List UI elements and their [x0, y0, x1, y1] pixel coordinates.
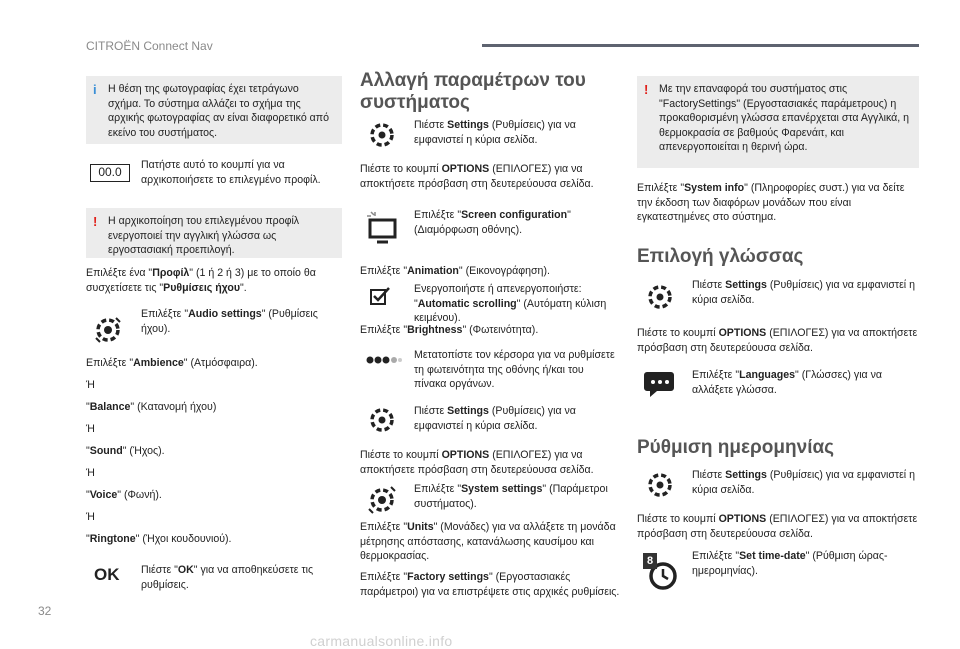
warning-icon: !	[93, 214, 98, 229]
set-time-date-text: Επιλέξτε "Set time-date" (Ρύθμιση ώρας-ημερομηνίας).	[692, 550, 888, 577]
system-settings-icon[interactable]	[366, 484, 398, 516]
sound-text: "Sound" (Ήχος).	[86, 445, 165, 457]
header-bar	[482, 44, 919, 47]
settings-icon-4[interactable]	[645, 470, 675, 500]
or-text-4: Ή	[86, 511, 95, 523]
automatic-scrolling-text: Ενεργοποιήστε ή απενεργοποιήστε: "Automatic scrolling" (Αυτόματη κύλιση κειμένου).	[414, 283, 607, 324]
step-badge: 8	[643, 553, 657, 569]
page-number: 32	[38, 604, 52, 618]
options-text-4: Πιέστε το κουμπί OPTIONS (ΕΠΙΛΟΓΕΣ) για να αποκτήσετε πρόσβαση στη δευτερεύουσα σελίδα.	[637, 513, 918, 540]
settings-text-1: Πιέστε Settings (Ρυθμίσεις) για να εμφανιστεί η κύρια σελίδα.	[414, 119, 576, 146]
ambience-text: Επιλέξτε "Ambience" (Ατμόσφαιρα).	[86, 357, 258, 369]
animation-text: Επιλέξτε "Animation" (Εικονογράφηση).	[360, 265, 550, 277]
settings-text-3: Πιέστε Settings (Ρυθμίσεις) για να εμφανιστεί η κύρια σελίδα.	[692, 279, 915, 306]
system-settings-text: Επιλέξτε "System settings" (Παράμετροι συστήματος).	[414, 483, 608, 510]
info-icon: i	[93, 82, 97, 97]
brightness-text: Επιλέξτε "Brightness" (Φωτεινότητα).	[360, 324, 539, 336]
units-text: Επιλέξτε "Units" (Μονάδες) για να αλλάξετε τη μονάδα μέτρησης απόστασης, κατανάλωσης καυσίμου και θερμοκρασίας.	[360, 521, 616, 562]
checkbox-icon[interactable]	[370, 286, 392, 306]
ok-text: Πιέστε "OK" για να αποθηκεύσετε τις ρυθμίσεις.	[141, 564, 314, 591]
balance-text: "Balance" (Κατανομή ήχου)	[86, 401, 217, 413]
system-info-text: Επιλέξτε "System info" (Πληροφορίες συστ.) για να δείτε την έκδοση των διαφόρων μονάδων που είναι εγκατεστημένες στο σύστημα.	[637, 182, 905, 223]
languages-icon[interactable]	[643, 368, 677, 400]
profile-text: Επιλέξτε ένα "Προφίλ" (1 ή 2 ή 3) με το οποίο θα συσχετίσετε τις "Ρυθμίσεις ήχου".	[86, 267, 316, 294]
or-text-2: Ή	[86, 423, 95, 435]
audio-settings-text: Επιλέξτε "Audio settings" (Ρυθμίσεις ήχου).	[141, 308, 318, 335]
screen-configuration-text: Επιλέξτε "Screen configuration" (Διαμόρφωση οθόνης).	[414, 209, 571, 236]
options-text-2: Πιέστε το κουμπί OPTIONS (ΕΠΙΛΟΓΕΣ) για να αποκτήσετε πρόσβαση στη δευτερεύουσα σελίδα.	[360, 449, 594, 476]
watermark: carmanualsonline.info	[310, 633, 453, 649]
info-note: i Η θέση της φωτογραφίας έχει τετράγωνο σχήμα. Το σύστημα αλλάζει το σχήμα της αρχικής φωτογραφίας αν είναι διαφορετικό από εκείνο του συστήματος.	[86, 76, 342, 144]
or-text-3: Ή	[86, 467, 95, 479]
ok-button[interactable]: OK	[94, 565, 120, 584]
ringtone-text: "Ringtone" (Ήχοι κουδουνιού).	[86, 533, 232, 545]
brightness-slider-icon[interactable]	[366, 354, 402, 366]
reset-button[interactable]: 00.0	[90, 164, 130, 182]
languages-text: Επιλέξτε "Languages" (Γλώσσες) για να αλλάξετε γλώσσα.	[692, 369, 883, 396]
section-title-date: Ρύθμιση ημερομηνίας	[637, 437, 835, 458]
or-text-1: Ή	[86, 379, 95, 391]
audio-settings-icon[interactable]	[90, 312, 126, 348]
section-title-system: Αλλαγή παραμέτρων του συστήματος	[360, 70, 586, 113]
header-title: CITROËN Connect Nav	[86, 39, 213, 53]
screen-configuration-icon[interactable]	[365, 210, 399, 244]
warning-note: ! Η αρχικοποίηση του επιλεγμένου προφίλ ενεργοποιεί την αγγλική γλώσσα ως εργοστασιακή προεπιλογή.	[86, 208, 342, 258]
settings-icon[interactable]	[367, 120, 397, 150]
settings-text-2: Πιέστε Settings (Ρυθμίσεις) για να εμφανιστεί η κύρια σελίδα.	[414, 405, 576, 432]
factory-settings-text: Επιλέξτε "Factory settings" (Εργοστασιακές παράμετροι) για να επιστρέψετε στις αρχικές ρυθμίσεις.	[360, 571, 620, 598]
factory-warning-note: ! Με την επαναφορά του συστήματος στις "FactorySettings" (Εργοστασιακές παράμετρους) η προκαθορισμένη γλώσσα επανέρχεται στα Αγγλικά, η θερμοκρασία σε βαθμούς Φαρενάιτ, και απενεργοποιείται η θερινή ώρα.	[637, 76, 919, 168]
options-text-3: Πιέστε το κουμπί OPTIONS (ΕΠΙΛΟΓΕΣ) για να αποκτήσετε πρόσβαση στη δευτερεύουσα σελίδα.	[637, 327, 918, 354]
options-text-1: Πιέστε το κουμπί OPTIONS (ΕΠΙΛΟΓΕΣ) για να αποκτήσετε πρόσβαση στη δευτερεύουσα σελίδα.	[360, 163, 594, 190]
reset-text: Πατήστε αυτό το κουμπί για να αρχικοποιήσετε το επιλεγμένο προφίλ.	[141, 159, 321, 186]
voice-text: "Voice" (Φωνή).	[86, 489, 162, 501]
settings-icon-3[interactable]	[645, 282, 675, 312]
cursor-text: Μετατοπίστε τον κέρσορα για να ρυθμίσετε τη φωτεινότητα της οθόνης ή/και του πίνακα οργάνων.	[414, 349, 615, 390]
settings-text-4: Πιέστε Settings (Ρυθμίσεις) για να εμφανιστεί η κύρια σελίδα.	[692, 469, 915, 496]
warning-icon-2: !	[644, 82, 649, 97]
section-title-language: Επιλογή γλώσσας	[637, 246, 804, 267]
settings-icon-2[interactable]	[367, 405, 397, 435]
